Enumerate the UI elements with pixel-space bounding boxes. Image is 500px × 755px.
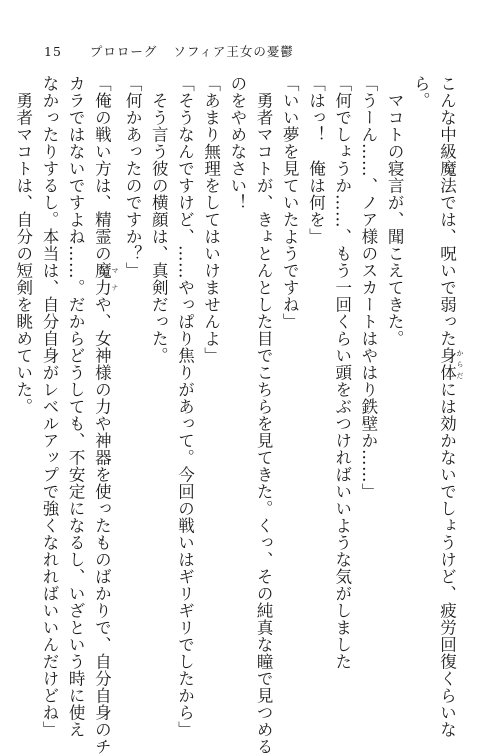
text-line: のをやめなさい！: [227, 75, 247, 211]
text-line: マコトの寝言が、聞こえてきた。: [385, 75, 405, 347]
text-line: そう言う彼の横顔は、真剣だった。: [149, 75, 169, 364]
text-line: 勇者マコトが、きょとんとした目でこちらを見てきた。くっ、その純真な瞳で見つめる: [254, 75, 274, 755]
page-number: 15: [44, 43, 62, 59]
text-line: 「あまり無理をしてはいけませんよ」: [201, 75, 221, 364]
running-header: [44, 42, 294, 60]
text-line: カラではないですよね……。だからどうしても、不安定になるし、いざという時に使え: [66, 75, 86, 738]
text-line: [88, 75, 119, 755]
ruby-annotation: 魔力 マナ: [92, 262, 119, 296]
section-title: ソフィア王女の憂鬱: [173, 44, 294, 59]
text-line: ら。: [411, 75, 431, 109]
vertical-body-text: [13, 75, 464, 755]
ruby-annotation: 身体 からだ: [437, 347, 464, 381]
text-line: 「何でしょうか……、もう一回くらい頭をぶつければいいような気がしました: [332, 75, 352, 670]
chapter-title: プロローグ: [89, 44, 158, 59]
text-line: 「いい夢を見ていたようですね」: [280, 75, 300, 330]
text-segment: 「俺の戦い方は、精霊の: [92, 75, 112, 262]
text-line: 「うーん……、ノア様のスカートはやはり鉄壁か……」: [358, 75, 378, 500]
text-line: 勇者マコトは、自分の短剣を眺めていた。: [13, 75, 33, 415]
text-line: 「何かあったのですか？」: [123, 75, 143, 279]
text-line: こんな中級魔法では、呪いで弱った身体 からだには効かないでしょうけど、疲労回復くらいな: [437, 75, 464, 738]
text-line: 「はっ！ 俺は何を」: [306, 75, 326, 245]
text-segment: や、女神様の力や神器を使ったものばかりで、自分自身のチ: [92, 296, 112, 755]
text-line: なかったりするし。本当は、自分自身がレベルアップで強くなれればいいんだけどね」: [39, 75, 59, 738]
text-line: 「そうなんですけど、……やっぱり焦りがあって。今回の戦いはギリギリでしたから」: [175, 75, 195, 738]
